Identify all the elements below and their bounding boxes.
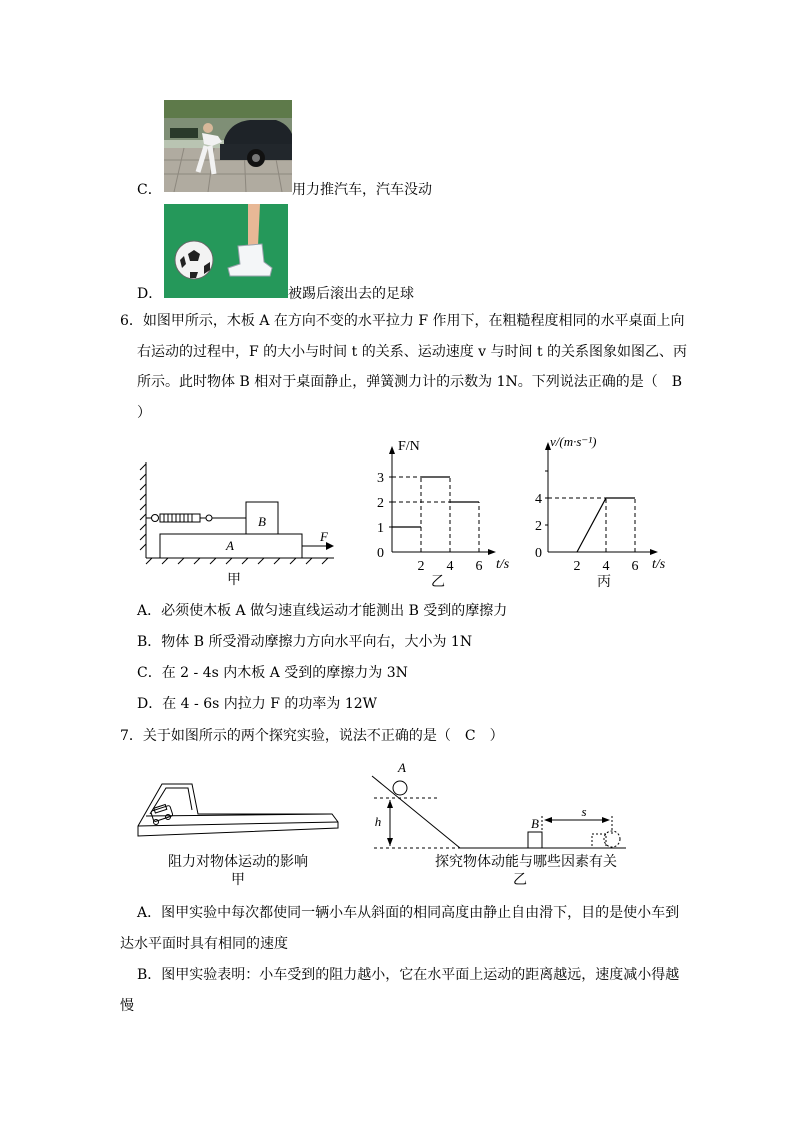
distance-s-label: s xyxy=(581,804,587,819)
chart-v-ylabel: v/(m·s⁻¹) xyxy=(550,434,597,449)
q7-fig-jia-caption-text: 阻力对物体运动的影响 xyxy=(168,855,308,870)
q6-option-d: D．在 4 - 6s 内拉力 F 的功率为 12W xyxy=(137,696,378,712)
q6-stem-line-2: 右运动的过程中，F 的大小与时间 t 的关系、运动速度 v 与时间 t 的关系图象如图乙、丙 xyxy=(137,344,688,360)
chart-f-y-arrow xyxy=(389,446,395,454)
q6-stem-line-3: 所示。此时物体 B 相对于桌面静止，弹簧测力计的示数为 1N。下列说法正确的是（ B xyxy=(137,374,683,390)
chart-f-ytick: 1 xyxy=(377,521,384,536)
ball-a-label: A xyxy=(398,760,406,775)
chart-f-ylabel: F/N xyxy=(398,439,420,454)
q7-fig-jia-caption: 甲 xyxy=(231,873,245,888)
chart-v-ytick: 0 xyxy=(535,546,542,561)
board-a-label: A xyxy=(226,538,234,553)
q6-option-b: B．物体 B 所受滑动摩擦力方向水平向右，大小为 1N xyxy=(137,634,473,650)
chart-f-xtick: 2 xyxy=(417,559,425,574)
figure-jia-caption: 甲 xyxy=(227,573,241,588)
chart-f-caption: 乙 xyxy=(431,575,445,590)
q7-option-a-line-1: A．图甲实验中每次都使同一辆小车从斜面的相同高度由静止自由滑下，目的是使小车到 xyxy=(137,905,680,921)
chart-f-ytick: 3 xyxy=(377,471,384,486)
q7-fig-yi-caption-text: 探究物体动能与哪些因素有关 xyxy=(435,855,617,870)
height-h-label: h xyxy=(374,814,382,829)
option-d-label: D． xyxy=(137,286,163,302)
q7-figure-jia xyxy=(132,770,344,888)
q7-option-b-line-2: 慢 xyxy=(120,998,134,1014)
chart-v-caption: 丙 xyxy=(597,575,611,590)
chart-v-xtick: 2 xyxy=(573,559,581,574)
chart-v-xtick: 6 xyxy=(631,559,639,574)
q6-stem-line-1: 6．如图甲所示，木板 A 在方向不变的水平拉力 F 作用下，在粗糙程度相同的水平桌面上向 xyxy=(120,313,685,329)
chart-f-x-arrow xyxy=(488,549,496,555)
chart-f-xtick: 4 xyxy=(446,559,454,574)
chart-v-x-arrow xyxy=(650,549,658,555)
q6-figure-jia xyxy=(138,460,338,588)
chart-velocity-time xyxy=(528,432,680,592)
block-b-label-2: B xyxy=(531,816,539,831)
chart-v-ytick: 2 xyxy=(535,519,542,534)
force-f-label: F xyxy=(320,529,328,544)
q7-option-b-line-1: B．图甲实验表明：小车受到的阻力越小，它在水平面上运动的距离越远，速度减小得越 xyxy=(137,967,680,983)
chart-f-xlabel: t/s xyxy=(496,557,510,572)
chart-f-ytick: 0 xyxy=(377,546,384,561)
q6-option-a: A．必须使木板 A 做匀速直线运动才能测出 B 受到的摩擦力 xyxy=(137,603,508,619)
block-b-label: B xyxy=(258,514,266,529)
chart-v-xtick: 4 xyxy=(602,559,610,574)
kicked-ball-photo xyxy=(164,204,288,298)
chart-v-ytick: 4 xyxy=(535,492,542,507)
q7-figure-yi xyxy=(360,758,650,888)
q6-option-c: C．在 2 - 4s 内木板 A 受到的摩擦力为 3N xyxy=(137,665,408,681)
chart-f-ytick: 2 xyxy=(377,496,384,511)
option-c-text: 用力推汽车，汽车没动 xyxy=(292,182,432,198)
q6-stem-line-4: ） xyxy=(137,405,151,421)
option-c-label: C． xyxy=(137,182,162,198)
chart-f-xtick: 6 xyxy=(475,559,483,574)
chart-v-xlabel: t/s xyxy=(652,557,666,572)
q7-option-a-line-2: 达水平面时具有相同的速度 xyxy=(120,936,288,952)
chart-force-time xyxy=(364,432,524,592)
option-d-text: 被踢后滚出去的足球 xyxy=(288,286,414,302)
car-push-photo xyxy=(164,100,292,192)
q7-fig-yi-caption: 乙 xyxy=(513,873,527,888)
q7-stem: 7．关于如图所示的两个探究实验，说法不正确的是（ C ） xyxy=(120,728,504,744)
